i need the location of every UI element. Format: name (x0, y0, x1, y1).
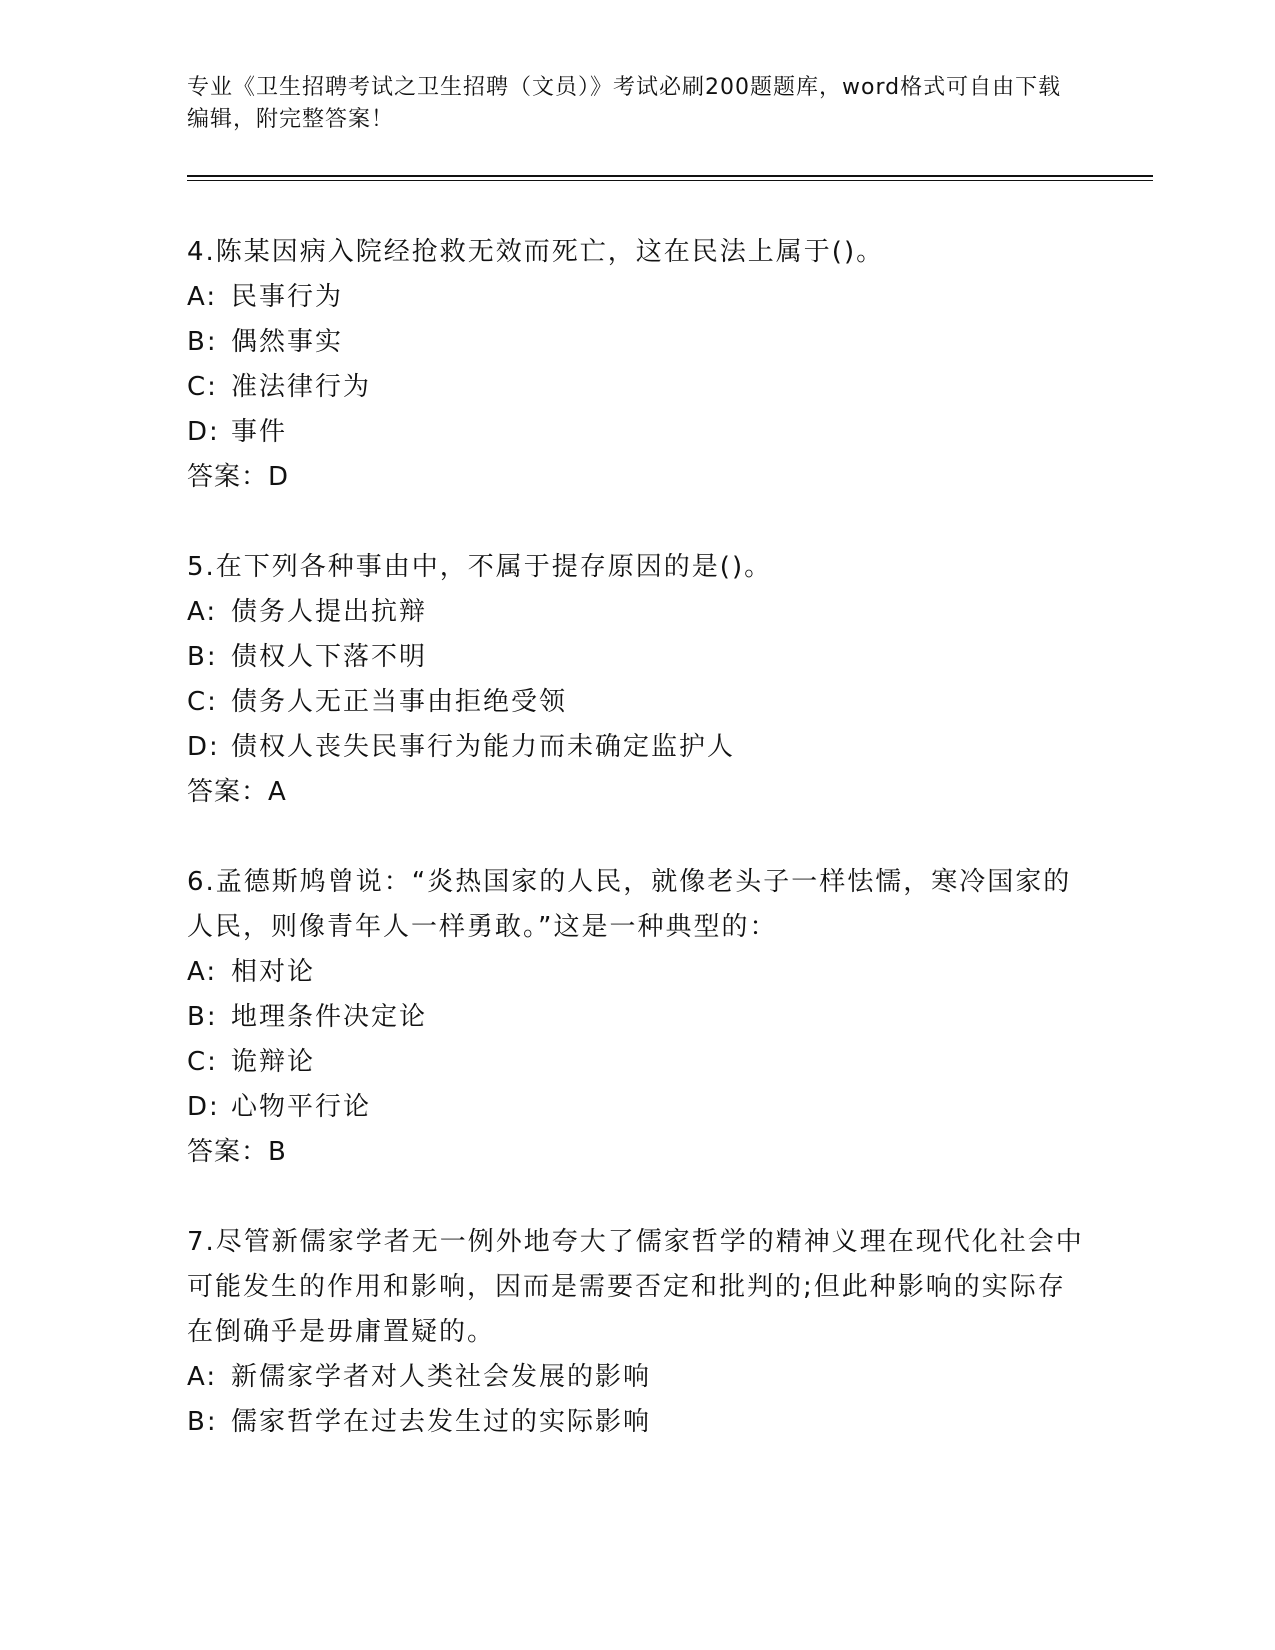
option-letter: B: (187, 1002, 218, 1032)
spacer (187, 815, 1087, 860)
option-text: 地理条件决定论 (231, 1002, 428, 1032)
option-text: 债务人无正当事由拒绝受领 (231, 687, 568, 717)
option-letter: D: (187, 1092, 220, 1122)
option-letter: C: (187, 687, 218, 717)
option-text: 债权人丧失民事行为能力而未确定监护人 (231, 732, 736, 762)
option-b (187, 635, 1087, 680)
option-c (187, 365, 1087, 410)
question-stem: 6.孟德斯鸠曾说：“炎热国家的人民，就像老头子一样怯懦，寒冷国家的人民，则像青年人一样勇敢。”这是一种典型的： (187, 867, 1072, 942)
answer-line (187, 770, 1087, 815)
option-letter: B: (187, 642, 218, 672)
option-b (187, 995, 1087, 1040)
option-letter: A: (187, 957, 218, 987)
question-6 (187, 860, 1087, 1175)
option-letter: A: (187, 597, 218, 627)
option-letter: A: (187, 282, 218, 312)
question-stem: 4.陈某因病入院经抢救无效而死亡，这在民法上属于()。 (187, 237, 885, 267)
option-text: 偶然事实 (231, 327, 344, 357)
answer-label: 答案： (187, 462, 269, 492)
option-letter: C: (187, 372, 218, 402)
option-letter: B: (187, 1407, 218, 1437)
option-d (187, 725, 1087, 770)
option-b (187, 320, 1087, 365)
option-letter: B: (187, 327, 218, 357)
option-d (187, 1085, 1087, 1130)
option-letter: D: (187, 732, 220, 762)
option-a (187, 1355, 1087, 1400)
option-text: 新儒家学者对人类社会发展的影响 (231, 1362, 652, 1392)
option-text: 债权人下落不明 (231, 642, 428, 672)
option-letter: C: (187, 1047, 218, 1077)
answer-label: 答案： (187, 777, 269, 807)
header-divider-thin (187, 180, 1153, 181)
option-text: 准法律行为 (231, 372, 372, 402)
option-text: 债务人提出抗辩 (231, 597, 428, 627)
header-divider-thick (187, 175, 1153, 177)
option-text: 相对论 (231, 957, 316, 987)
spacer (187, 1175, 1087, 1220)
question-7 (187, 1220, 1087, 1445)
option-text: 事件 (231, 417, 288, 447)
option-a (187, 590, 1087, 635)
option-text: 儒家哲学在过去发生过的实际影响 (231, 1407, 652, 1437)
option-text: 诡辩论 (231, 1047, 316, 1077)
answer-value: A (268, 777, 287, 807)
option-letter: D: (187, 417, 220, 447)
option-a (187, 275, 1087, 320)
answer-label: 答案： (187, 1137, 269, 1167)
option-a (187, 950, 1087, 995)
option-c (187, 680, 1087, 725)
spacer (187, 500, 1087, 545)
answer-line (187, 455, 1087, 500)
option-letter: A: (187, 1362, 218, 1392)
option-text: 民事行为 (231, 282, 344, 312)
question-list (187, 230, 1087, 1445)
option-c (187, 1040, 1087, 1085)
option-d (187, 410, 1087, 455)
option-b (187, 1400, 1087, 1445)
question-5 (187, 545, 1087, 815)
document-header: 专业《卫生招聘考试之卫生招聘（文员）》考试必刷200题题库，word格式可自由下载编辑，附完整答案！ (187, 75, 1062, 132)
answer-line (187, 1130, 1087, 1175)
question-stem: 7.尽管新儒家学者无一例外地夸大了儒家哲学的精神义理在现代化社会中可能发生的作用和影响，因而是需要否定和批判的;但此种影响的实际存在倒确乎是毋庸置疑的。 (187, 1227, 1084, 1347)
answer-value: D (268, 462, 290, 492)
answer-value: B (268, 1137, 287, 1167)
option-text: 心物平行论 (231, 1092, 372, 1122)
question-stem: 5.在下列各种事由中，不属于提存原因的是()。 (187, 552, 773, 582)
question-4 (187, 230, 1087, 500)
